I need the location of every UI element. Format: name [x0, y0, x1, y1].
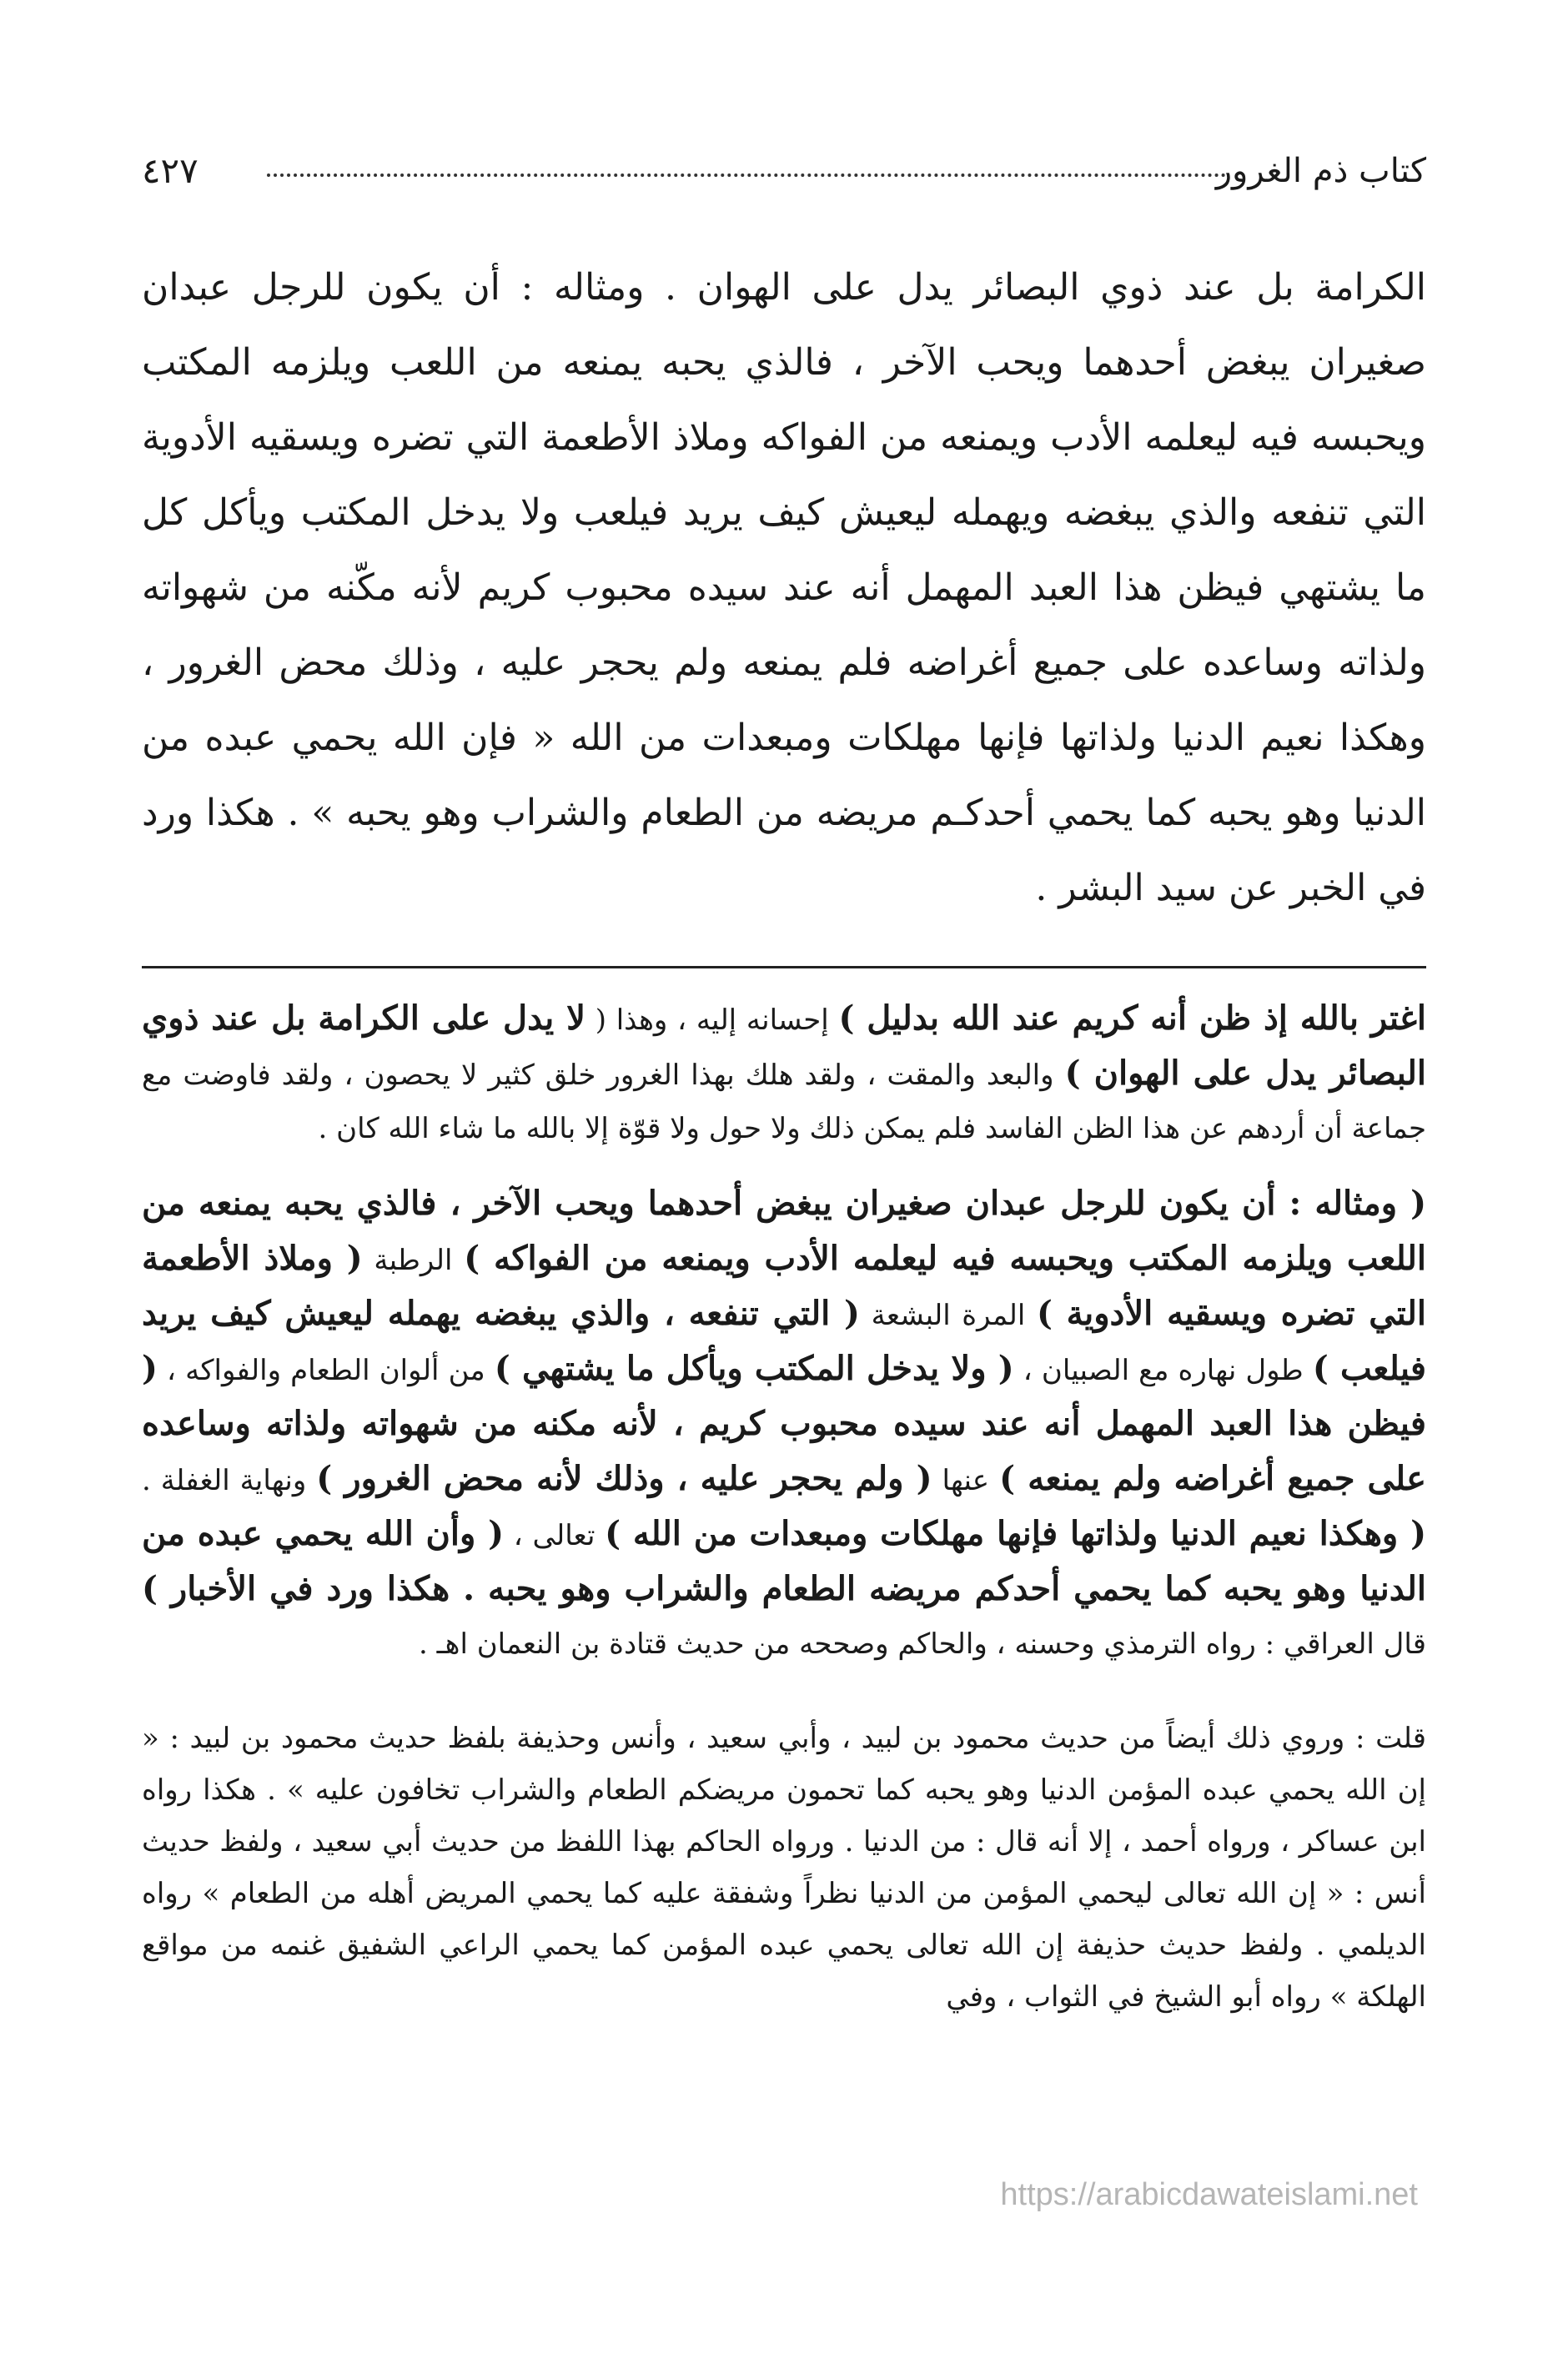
commentary-text: الرطبة: [362, 1244, 465, 1277]
book-page: [142, 142, 1426, 2023]
quoted-text: ( ولم يحجر عليه ، وذلك لأنه محض الغرور ): [316, 1459, 932, 1498]
quoted-text: ( وملاذ الأطعمة التي تضره ويسقيه الأدوية ): [142, 1239, 1426, 1333]
commentary-text: إحسانه إليه ، وهذا (: [585, 1003, 839, 1037]
commentary-text: تعالى ،: [504, 1519, 606, 1552]
quoted-text: ( وأن الله يحمي عبده من الدنيا وهو يحبه كما يحمي أحدكم مريضه الطعام والشراب وهو يحبه . هكذا ورد في الأخبار ): [142, 1514, 1426, 1608]
commentary: [142, 992, 1426, 1671]
page-header: [142, 142, 1426, 200]
footnote-separator: [142, 966, 1426, 968]
editor-note: قلت : وروي ذلك أيضاً من حديث محمود بن لبيد ، وأبي سعيد ، وأنس وحذيفة بلفظ حديث محمود بن لبيد : « إن الله يحمي عبده المؤمن الدنيا وهو يحبه كما تحمون مريضكم الطعام والشراب تخافون عليه » . هكذا رواه ابن عساكر ، ورواه أحمد ، إلا أنه قال : من الدنيا . ورواه الحاكم بهذا اللفظ من حديث أبي سعيد ، ولفظ حديث أنس : « إن الله تعالى ليحمي المؤمن من الدنيا نظراً وشفقة عليه كما يحمي المريض أهله من الطعام » رواه الديلمي . ولفظ حديث حذيفة إن الله تعالى يحمي عبده المؤمن كما يحمي الراعي الشفيق غنمه من مواقع الهلكة » رواه أبو الشيخ في الثواب ، وفي: [142, 1722, 1426, 2014]
leader-dots: [267, 174, 1226, 177]
commentary-text: طول نهاره مع الصبيان ،: [1013, 1354, 1313, 1387]
quoted-text: ( ومثاله : أن يكون للرجل عبدان صغيران يبغض أحدهما ويحب الآخر ، فالذي يحبه يمنعه من اللعب ويلزمه المكتب ويحبسه فيه ليعلمه الأدب ويمنعه من الفواكه ): [142, 1184, 1427, 1278]
commentary-text: والبعد والمقت ، ولقد هلك بهذا الغرور خلق كثير لا يحصون ، ولقد فاوضت مع جماعة أن أردهم عن هذا الظن الفاسد فلم يمكن ذلك ولا حول ولا قوّة إلا بالله ما شاء الله كان .: [142, 1059, 1426, 1145]
commentary-text: عنها: [932, 1464, 1000, 1497]
quoted-text: ( وهكذا نعيم الدنيا ولذاتها فإنها مهلكات ومبعدات من الله ): [605, 1514, 1427, 1553]
commentary-paragraph: [142, 1177, 1426, 1671]
running-title: كتاب ذم الغرور: [1215, 152, 1426, 190]
commentary-text: المرة البشعة: [859, 1299, 1037, 1332]
commentary-paragraph: [142, 992, 1426, 1155]
page-number: ٤٢٧: [142, 150, 199, 191]
quoted-text: اغتر بالله إذ ظن أنه كريم عند الله بدليل ): [838, 998, 1426, 1038]
main-text: الكرامة بل عند ذوي البصائر يدل على الهوان . ومثاله : أن يكون للرجل عبدان صغيران يبغض أحدهما ويحب الآخر ، فالذي يحبه يمنعه من اللعب ويلزمه المكتب ويحبسه فيه ليعلمه الأدب ويمنعه من الفواكه وملاذ الأطعمة التي تضره ويسقيه الأدوية التي تنفعه والذي يبغضه ويهمله ليعيش كيف يريد فيلعب ولا يدخل المكتب ويأكل كل ما يشتهي فيظن هذا العبد المهمل أنه عند سيده محبوب كريم لأنه مكّنه من شهواته ولذاته وساعده على جميع أغراضه فلم يمنعه ولم يحجر عليه ، وذلك محض الغرور ، وهكذا نعيم الدنيا ولذاتها فإنها مهلكات ومبعدات من الله « فإن الله يحمي عبده من الدنيا وهو يحبه كما يحمي أحدكـم مريضه من الطعام والشراب وهو يحبه » . هكذا ورد في الخبر عن سيد البشر .: [142, 266, 1426, 909]
quoted-text: ( ولا يدخل المكتب ويأكل ما يشتهي ): [494, 1349, 1014, 1388]
quoted-text: ( فيظن هذا العبد المهمل أنه عند سيده محبوب كريم ، لأنه مكنه من شهواته ولذاته وساعده على جميع أغراضه ولم يمنعه ): [142, 1349, 1427, 1498]
commentary-text: ونهاية الغفلة .: [142, 1464, 317, 1497]
watermark-url: https://arabicdawateislami.net: [1000, 2177, 1418, 2212]
quoted-text: لا يدل على الكرامة بل عند ذوي البصائر يدل على الهوان ): [142, 998, 1426, 1093]
quoted-text: ( التي تنفعه ، والذي يبغضه يهمله ليعيش كيف يريد فيلعب ): [142, 1294, 1427, 1388]
commentary-text: من ألوان الطعام والفواكه ،: [157, 1354, 495, 1387]
commentary-text: قال العراقي : رواه الترمذي وحسنه ، والحاكم وصححه من حديث قتادة بن النعمان اهـ .: [418, 1627, 1426, 1661]
